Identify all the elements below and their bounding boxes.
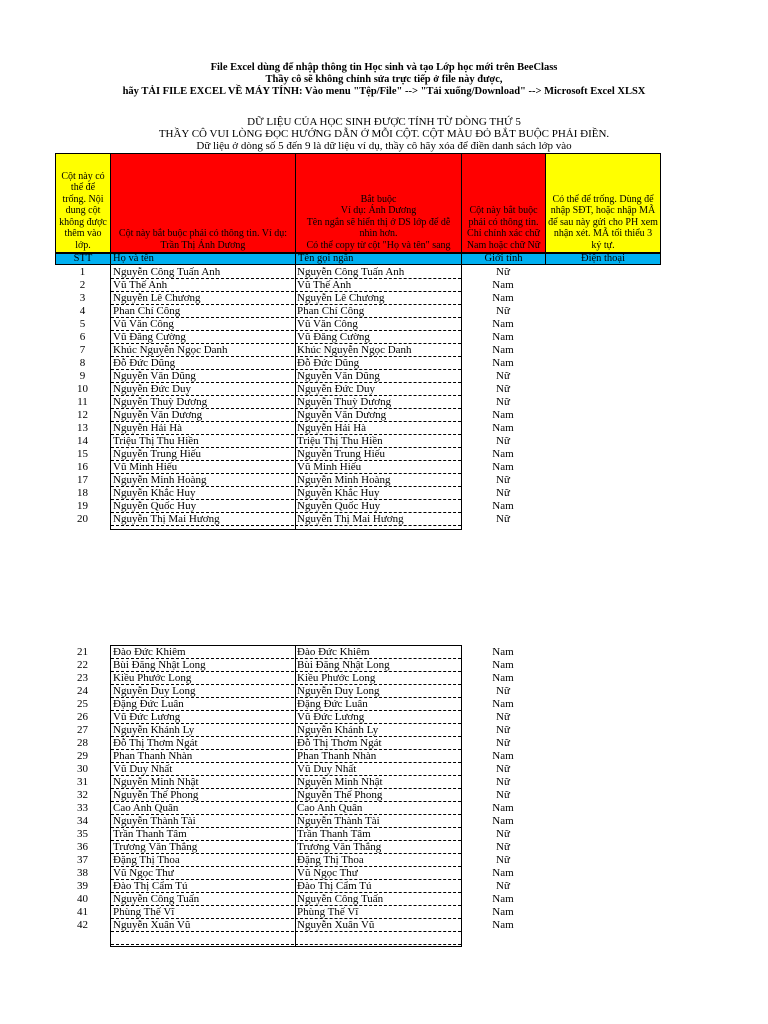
short-name-cell[interactable]: Trương Văn Thắng — [295, 841, 461, 854]
student-name-cell[interactable]: Nguyễn Duy Long — [111, 685, 294, 698]
short-name-cell[interactable]: Nguyễn Thế Phong — [295, 789, 461, 802]
gender-cell[interactable]: Nữ — [496, 828, 510, 840]
table-row — [0, 841, 768, 854]
short-name-cell[interactable]: Nguyễn Lê Chương — [295, 292, 461, 305]
row-number[interactable]: 9 — [79, 370, 86, 382]
row-number[interactable]: 14 — [77, 435, 88, 447]
short-name-cell[interactable]: Nguyễn Khắc Huy — [295, 487, 461, 500]
student-name-cell[interactable]: Trần Thanh Tâm — [111, 828, 294, 841]
gender-cell[interactable]: Nữ — [496, 724, 510, 736]
short-name-cell[interactable]: Phan Chí Công — [295, 305, 461, 318]
row-number[interactable]: 12 — [77, 409, 88, 421]
short-name-cell[interactable] — [295, 932, 461, 945]
instruction-sex-text: Cột này bắt buộc phải có thông tin. Chỉ chính xác chữ Nam hoặc chữ Nữ — [466, 205, 541, 251]
gender-cell[interactable]: Nam — [492, 357, 514, 369]
table-row — [0, 828, 768, 841]
row-number[interactable]: 6 — [79, 331, 86, 343]
student-name-cell[interactable]: Nguyễn Minh Hoàng — [111, 474, 294, 487]
student-name-cell[interactable]: Nguyễn Xuân Vũ — [111, 919, 294, 932]
table-row — [0, 724, 768, 737]
gender-cell[interactable]: Nữ — [496, 685, 510, 697]
short-name-cell[interactable]: Kiều Phước Long — [295, 672, 461, 685]
table-row — [0, 750, 768, 763]
table-row — [0, 932, 768, 945]
student-name-cell[interactable]: Kiều Phước Long — [111, 672, 294, 685]
student-name-cell[interactable]: Đào Đức Khiêm — [111, 646, 294, 659]
table-row — [0, 331, 768, 344]
intro-line-6: Dữ liệu ở dòng số 5 đến 9 là dữ liệu ví dụ, thầy cô hãy xóa để điền danh sách lớp vào — [196, 140, 572, 152]
short-name-cell[interactable]: Nguyễn Công Tuấn Anh — [295, 266, 461, 279]
short-name-cell[interactable]: Đào Thị Cẩm Tú — [295, 880, 461, 893]
short-name-cell[interactable]: Đặng Thị Thoa — [295, 854, 461, 867]
student-name-cell[interactable]: Triệu Thị Thu Hiền — [111, 435, 294, 448]
row-number[interactable]: 5 — [79, 318, 86, 330]
table-row — [0, 698, 768, 711]
table-row — [0, 711, 768, 724]
table-row — [0, 292, 768, 305]
row-number[interactable]: 23 — [77, 672, 88, 684]
row-number[interactable]: 3 — [79, 292, 86, 304]
gender-cell[interactable]: Nam — [492, 867, 514, 879]
table-row — [0, 763, 768, 776]
gender-cell[interactable]: Nữ — [496, 763, 510, 775]
column-header-short: Tên gọi ngắn — [295, 253, 462, 265]
gender-cell[interactable]: Nữ — [496, 266, 510, 278]
gender-cell[interactable]: Nữ — [496, 841, 510, 853]
table-row — [0, 370, 768, 383]
instruction-sex — [461, 153, 546, 253]
short-name-cell[interactable]: Nguyễn Minh Hoàng — [295, 474, 461, 487]
table-row — [0, 357, 768, 370]
gender-cell[interactable]: Nam — [492, 279, 514, 291]
table-row — [0, 789, 768, 802]
student-name-cell[interactable]: Nguyễn Đức Duy — [111, 383, 294, 396]
student-name-cell[interactable]: Khúc Nguyễn Ngọc Danh — [111, 344, 294, 357]
intro-line-1: File Excel dùng để nhập thông tin Học sinh và tạo Lớp học mới trên BeeClass — [210, 62, 558, 73]
table-row — [0, 396, 768, 409]
row-number[interactable]: 30 — [77, 763, 88, 775]
gender-cell[interactable]: Nữ — [496, 737, 510, 749]
gender-cell[interactable]: Nam — [492, 698, 514, 710]
student-name-cell[interactable]: Nguyễn Thành Tài — [111, 815, 294, 828]
table-row — [0, 266, 768, 279]
short-name-cell[interactable]: Nguyễn Trung Hiếu — [295, 448, 461, 461]
short-name-cell[interactable]: Nguyễn Hải Hà — [295, 422, 461, 435]
row-number[interactable]: 28 — [77, 737, 88, 749]
student-name-cell[interactable]: Trương Văn Thắng — [111, 841, 294, 854]
gender-cell[interactable]: Nam — [492, 646, 514, 658]
row-number[interactable]: 36 — [77, 841, 88, 853]
instruction-name-text: Cột này bắt buộc phải có thông tin. Ví dụ: Trần Thị Ánh Dương — [118, 228, 288, 251]
student-name-cell[interactable]: Nguyễn Khắc Huy — [111, 487, 294, 500]
short-name-cell[interactable]: Bùi Đăng Nhật Long — [295, 659, 461, 672]
row-number[interactable]: 18 — [77, 487, 88, 499]
intro-line-3: hãy TẢI FILE EXCEL VỀ MÁY TÍNH: Vào menu "Tệp/File" --> "Tải xuống/Download" --> Microsoft Excel XLSX — [122, 86, 646, 97]
short-name-cell[interactable]: Nguyễn Minh Nhật — [295, 776, 461, 789]
instruction-stt-text: Cột này có thể để trống. Nội dung cột không được thêm vào lớp. — [59, 170, 107, 251]
column-header-name: Họ và tên — [110, 253, 296, 265]
student-name-cell[interactable]: Bùi Đăng Nhật Long — [111, 659, 294, 672]
student-name-cell[interactable]: Nguyễn Thuỳ Dương — [111, 396, 294, 409]
column-header-stt: STT — [55, 253, 111, 265]
table-row — [0, 893, 768, 906]
short-name-cell[interactable]: Vũ Đăng Cường — [295, 331, 461, 344]
student-name-cell[interactable]: Vũ Minh Hiếu — [111, 461, 294, 474]
student-name-cell[interactable]: Phan Thanh Nhàn — [111, 750, 294, 763]
gender-cell[interactable]: Nữ — [496, 370, 510, 382]
row-number[interactable]: 32 — [77, 789, 88, 801]
row-number[interactable]: 24 — [77, 685, 88, 697]
student-name-cell[interactable]: Vũ Thế Anh — [111, 279, 294, 292]
student-name-cell[interactable]: Đỗ Thị Thơm Ngát — [111, 737, 294, 750]
gender-cell[interactable]: Nam — [492, 422, 514, 434]
row-number[interactable]: 29 — [77, 750, 88, 762]
student-name-cell[interactable]: Cao Anh Quân — [111, 802, 294, 815]
student-name-cell[interactable]: Nguyễn Thế Phong — [111, 789, 294, 802]
student-table-part-2 — [0, 646, 768, 945]
short-name-cell[interactable]: Vũ Đức Lương — [295, 711, 461, 724]
instruction-name — [110, 153, 296, 253]
row-number[interactable]: 17 — [77, 474, 88, 486]
short-name-cell[interactable]: Trần Thanh Tâm — [295, 828, 461, 841]
gender-cell[interactable]: Nữ — [496, 711, 510, 723]
student-name-cell[interactable]: Nguyễn Công Tuấn — [111, 893, 294, 906]
gender-cell[interactable]: Nữ — [496, 880, 510, 892]
gender-cell[interactable]: Nữ — [496, 487, 510, 499]
table-row — [0, 422, 768, 435]
row-number[interactable]: 25 — [77, 698, 88, 710]
short-name-cell[interactable]: Nguyễn Văn Dũng — [295, 370, 461, 383]
row-number[interactable]: 35 — [77, 828, 88, 840]
student-name-cell[interactable]: Vũ Đức Lương — [111, 711, 294, 724]
row-number[interactable]: 40 — [77, 893, 88, 905]
short-name-cell[interactable]: Vũ Văn Công — [295, 318, 461, 331]
table-row — [0, 383, 768, 396]
table-row — [0, 854, 768, 867]
student-name-cell[interactable]: Nguyễn Minh Nhật — [111, 776, 294, 789]
gender-cell[interactable]: Nam — [492, 292, 514, 304]
table-row — [0, 279, 768, 292]
row-number[interactable]: 4 — [79, 305, 86, 317]
row-number[interactable]: 20 — [77, 513, 88, 525]
student-name-cell[interactable]: Vũ Duy Nhất — [111, 763, 294, 776]
table-row — [0, 513, 768, 526]
row-number[interactable]: 8 — [79, 357, 86, 369]
table-row — [0, 685, 768, 698]
student-name-cell[interactable]: Nguyễn Hải Hà — [111, 422, 294, 435]
row-number[interactable]: 26 — [77, 711, 88, 723]
table-row — [0, 487, 768, 500]
table-row — [0, 435, 768, 448]
student-name-cell[interactable]: Nguyễn Trung Hiếu — [111, 448, 294, 461]
student-name-cell[interactable]: Đỗ Đức Dũng — [111, 357, 294, 370]
row-number[interactable]: 10 — [77, 383, 88, 395]
short-name-cell[interactable]: Nguyễn Công Tuấn — [295, 893, 461, 906]
student-name-cell[interactable]: Vũ Văn Công — [111, 318, 294, 331]
row-number[interactable]: 21 — [77, 646, 88, 658]
table-row — [0, 737, 768, 750]
gender-cell[interactable]: Nữ — [496, 776, 510, 788]
row-number[interactable]: 31 — [77, 776, 88, 788]
student-name-cell[interactable]: Vũ Đăng Cường — [111, 331, 294, 344]
short-name-cell[interactable]: Cao Anh Quân — [295, 802, 461, 815]
table-row — [0, 880, 768, 893]
column-header-phone: Điện thoại — [545, 253, 661, 265]
table-row — [0, 802, 768, 815]
row-number[interactable]: 19 — [77, 500, 88, 512]
intro-line-2: Thầy cô sẽ không chỉnh sửa trực tiếp ở file này được, — [265, 74, 503, 85]
short-name-cell[interactable]: Nguyễn Thị Mai Hương — [295, 513, 461, 526]
short-name-cell[interactable]: Nguyễn Thuỳ Dương — [295, 396, 461, 409]
short-name-cell[interactable]: Nguyễn Duy Long — [295, 685, 461, 698]
gender-cell[interactable]: Nam — [492, 815, 514, 827]
gender-cell[interactable]: Nam — [492, 331, 514, 343]
short-name-cell[interactable]: Khúc Nguyễn Ngọc Danh — [295, 344, 461, 357]
table-row — [0, 815, 768, 828]
short-name-cell[interactable]: Nguyễn Văn Dương — [295, 409, 461, 422]
short-name-cell[interactable]: Nguyễn Quốc Huy — [295, 500, 461, 513]
table-row — [0, 672, 768, 685]
table-row — [0, 344, 768, 357]
student-table-part-1 — [0, 266, 768, 526]
gender-cell[interactable]: Nam — [492, 906, 514, 918]
gender-cell[interactable]: Nam — [492, 802, 514, 814]
student-name-cell[interactable]: Nguyễn Công Tuấn Anh — [111, 266, 294, 279]
table-row — [0, 448, 768, 461]
student-name-cell[interactable]: Vũ Ngọc Thư — [111, 867, 294, 880]
short-name-cell[interactable]: Nguyễn Đức Duy — [295, 383, 461, 396]
table-row — [0, 500, 768, 513]
student-name-cell[interactable]: Nguyễn Khánh Ly — [111, 724, 294, 737]
student-name-cell[interactable]: Nguyễn Quốc Huy — [111, 500, 294, 513]
gender-cell[interactable]: Nữ — [496, 854, 510, 866]
row-number[interactable]: 22 — [77, 659, 88, 671]
short-name-cell[interactable]: Nguyễn Khánh Ly — [295, 724, 461, 737]
short-name-cell[interactable]: Vũ Minh Hiếu — [295, 461, 461, 474]
student-name-cell[interactable]: Nguyễn Thị Mai Hương — [111, 513, 294, 526]
intro-line-5: THẦY CÔ VUI LÒNG ĐỌC HƯỚNG DẪN Ở MỖI CỘT. CỘT MÀU ĐỎ BẮT BUỘC PHẢI ĐIỀN. — [158, 128, 610, 140]
row-number[interactable]: 33 — [77, 802, 88, 814]
row-number[interactable]: 11 — [77, 396, 88, 408]
short-name-cell[interactable]: Đào Đức Khiêm — [295, 646, 461, 659]
table-row — [0, 919, 768, 932]
student-name-cell[interactable]: Nguyễn Văn Dương — [111, 409, 294, 422]
short-name-cell[interactable]: Nguyễn Xuân Vũ — [295, 919, 461, 932]
column-header-sex: Giới tính — [461, 253, 546, 265]
table-row — [0, 409, 768, 422]
row-number[interactable]: 15 — [77, 448, 88, 460]
gender-cell[interactable]: Nam — [492, 672, 514, 684]
table-row — [0, 461, 768, 474]
instruction-phone — [545, 153, 661, 253]
gender-cell[interactable]: Nam — [492, 500, 514, 512]
gender-cell[interactable]: Nam — [492, 659, 514, 671]
row-number[interactable]: 38 — [77, 867, 88, 879]
gender-cell[interactable]: Nam — [492, 318, 514, 330]
gender-cell[interactable]: Nam — [492, 344, 514, 356]
short-name-cell[interactable]: Đỗ Đức Dũng — [295, 357, 461, 370]
row-number[interactable] — [55, 932, 110, 945]
table-row — [0, 318, 768, 331]
table-row — [0, 305, 768, 318]
gender-cell[interactable]: Nữ — [496, 789, 510, 801]
row-number[interactable]: 2 — [79, 279, 86, 291]
short-name-cell[interactable]: Đặng Đức Luân — [295, 698, 461, 711]
gender-cell[interactable]: Nam — [492, 409, 514, 421]
row-number[interactable]: 13 — [77, 422, 88, 434]
gender-cell[interactable] — [462, 932, 544, 945]
short-name-cell[interactable]: Vũ Thế Anh — [295, 279, 461, 292]
short-name-cell[interactable]: Vũ Duy Nhất — [295, 763, 461, 776]
student-name-cell[interactable]: Phan Chí Công — [111, 305, 294, 318]
table-row — [0, 659, 768, 672]
short-name-cell[interactable]: Phan Thanh Nhàn — [295, 750, 461, 763]
row-number[interactable]: 34 — [77, 815, 88, 827]
gender-cell[interactable]: Nữ — [496, 396, 510, 408]
row-number[interactable]: 7 — [79, 344, 86, 356]
gender-cell[interactable]: Nữ — [496, 435, 510, 447]
student-name-cell[interactable] — [111, 932, 294, 945]
row-number[interactable]: 41 — [77, 906, 88, 918]
row-number[interactable]: 42 — [77, 919, 88, 931]
gender-cell[interactable]: Nữ — [496, 513, 510, 525]
table-row — [0, 867, 768, 880]
row-number[interactable]: 39 — [77, 880, 88, 892]
student-name-cell[interactable]: Nguyễn Lê Chương — [111, 292, 294, 305]
row-number[interactable]: 16 — [77, 461, 88, 473]
row-number[interactable]: 37 — [77, 854, 88, 866]
instruction-short — [295, 153, 462, 253]
gender-cell[interactable]: Nam — [492, 461, 514, 473]
student-name-cell[interactable]: Nguyễn Văn Dũng — [111, 370, 294, 383]
gender-cell[interactable]: Nữ — [496, 474, 510, 486]
gender-cell[interactable]: Nam — [492, 750, 514, 762]
table-row — [0, 776, 768, 789]
short-name-cell[interactable]: Vũ Ngọc Thư — [295, 867, 461, 880]
student-name-cell[interactable]: Đặng Đức Luân — [111, 698, 294, 711]
row-number[interactable]: 27 — [77, 724, 88, 736]
table-row — [0, 474, 768, 487]
instruction-short-text: Bắt buộc Ví dụ: Ánh Dương Tên ngắn sẽ hiển thị ở DS lớp để dễ nhìn hơn. Có thể copy từ cột "Họ và tên" sang — [306, 193, 451, 251]
gender-cell[interactable]: Nam — [492, 919, 514, 931]
table-row — [0, 646, 768, 659]
instruction-phone-text: Có thể để trống. Dùng để nhập SĐT, hoặc nhập MÃ để sau này gửi cho PH xem nhận xét. MÃ tối thiểu 3 ký tự. — [548, 193, 658, 251]
short-name-cell[interactable]: Đỗ Thị Thơm Ngát — [295, 737, 461, 750]
short-name-cell[interactable]: Nguyễn Thành Tài — [295, 815, 461, 828]
gender-cell[interactable]: Nữ — [496, 305, 510, 317]
gender-cell[interactable]: Nam — [492, 448, 514, 460]
short-name-cell[interactable]: Triệu Thị Thu Hiền — [295, 435, 461, 448]
student-name-cell[interactable]: Đặng Thị Thoa — [111, 854, 294, 867]
student-name-cell[interactable]: Phùng Thế Vĩ — [111, 906, 294, 919]
gender-cell[interactable]: Nữ — [496, 383, 510, 395]
table-row — [0, 906, 768, 919]
row-number[interactable]: 1 — [79, 266, 86, 278]
short-name-cell[interactable]: Phùng Thế Vĩ — [295, 906, 461, 919]
instruction-stt — [55, 153, 111, 253]
student-name-cell[interactable]: Đào Thị Cẩm Tú — [111, 880, 294, 893]
intro-line-4: DỮ LIỆU CỦA HỌC SINH ĐƯỢC TÍNH TỪ DÒNG THỨ 5 — [247, 116, 521, 128]
gender-cell[interactable]: Nam — [492, 893, 514, 905]
